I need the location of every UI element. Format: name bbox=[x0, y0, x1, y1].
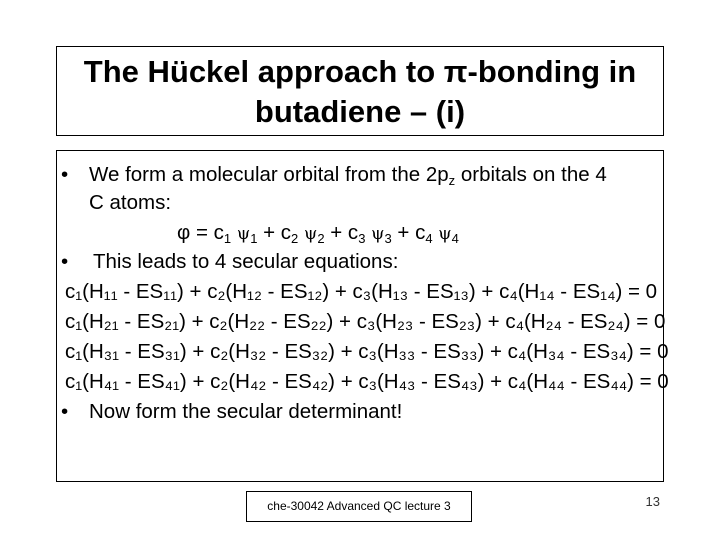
bullet-1-line-1 bbox=[57, 160, 663, 190]
bullet-3-text: Now form the secular determinant! bbox=[89, 400, 403, 423]
coef-subscript: 3 bbox=[358, 231, 366, 246]
psi-subscript: 3 bbox=[384, 231, 392, 246]
secular-equation-text: c₁(H₄₁ - ES₄₁) + c₂(H₄₂ - ES₄₂) + c₃(H₄₃ - ES₄₃) + c₄(H₄₄ - ES₄₄) = 0 bbox=[65, 370, 669, 393]
bullet-marker: • bbox=[61, 163, 69, 186]
phi-operator: + c bbox=[257, 221, 292, 244]
phi-lhs: φ = c bbox=[177, 221, 224, 244]
bullet-2 bbox=[57, 247, 663, 277]
phi-operator: + c bbox=[324, 221, 359, 244]
psi-subscript: 4 bbox=[451, 231, 459, 246]
title-line-1: The Hückel approach to π-bonding in bbox=[83, 54, 637, 89]
bullet-1-text-a: We form a molecular orbital from the 2p bbox=[89, 163, 449, 186]
bullet-1-text-b: orbitals on the 4 bbox=[455, 163, 607, 186]
bullet-1-subscript: z bbox=[448, 173, 456, 188]
bullet-marker: • bbox=[61, 400, 69, 423]
psi-symbol: ψ bbox=[438, 224, 452, 244]
secular-equation-text: c₁(H₁₁ - ES₁₁) + c₂(H₁₂ - ES₁₂) + c₃(H₁₃ - ES₁₃) + c₄(H₁₄ - ES₁₄) = 0 bbox=[65, 280, 658, 303]
title-line-2: butadiene – (i) bbox=[254, 94, 466, 129]
phi-equation bbox=[57, 218, 663, 248]
bullet-marker: • bbox=[61, 250, 69, 273]
psi-subscript: 1 bbox=[250, 231, 258, 246]
bullet-1-text-c: C atoms: bbox=[89, 191, 172, 214]
secular-equation-text: c₁(H₂₁ - ES₂₁) + c₂(H₂₂ - ES₂₂) + c₃(H₂₃ - ES₂₃) + c₄(H₂₄ - ES₂₄) = 0 bbox=[65, 310, 666, 333]
coef-subscript: 1 bbox=[223, 231, 232, 246]
footer-lecture: che-30042 Advanced QC lecture 3 bbox=[246, 491, 472, 522]
psi-symbol: ψ bbox=[371, 224, 385, 244]
slide-title bbox=[56, 46, 664, 136]
secular-equation-4 bbox=[57, 367, 669, 397]
coef-subscript: 4 bbox=[425, 231, 433, 246]
psi-symbol: ψ bbox=[303, 224, 318, 244]
page-number: 13 bbox=[645, 494, 660, 509]
bullet-2-text: This leads to 4 secular equations: bbox=[93, 250, 399, 273]
bullet-1-line-2 bbox=[57, 188, 663, 218]
phi-operator: + c bbox=[391, 221, 426, 244]
secular-equation-text: c₁(H₃₁ - ES₃₁) + c₂(H₃₂ - ES₃₂) + c₃(H₃₃ - ES₃₃) + c₄(H₃₄ - ES₃₄) = 0 bbox=[65, 340, 669, 363]
secular-equation-1 bbox=[57, 277, 663, 307]
coef-subscript: 2 bbox=[291, 231, 299, 246]
secular-equation-3 bbox=[57, 337, 669, 367]
bullet-3 bbox=[57, 397, 663, 427]
secular-equation-2 bbox=[57, 307, 666, 337]
slide-content bbox=[56, 150, 669, 482]
psi-symbol: ψ bbox=[236, 224, 251, 244]
psi-subscript: 2 bbox=[317, 231, 325, 246]
